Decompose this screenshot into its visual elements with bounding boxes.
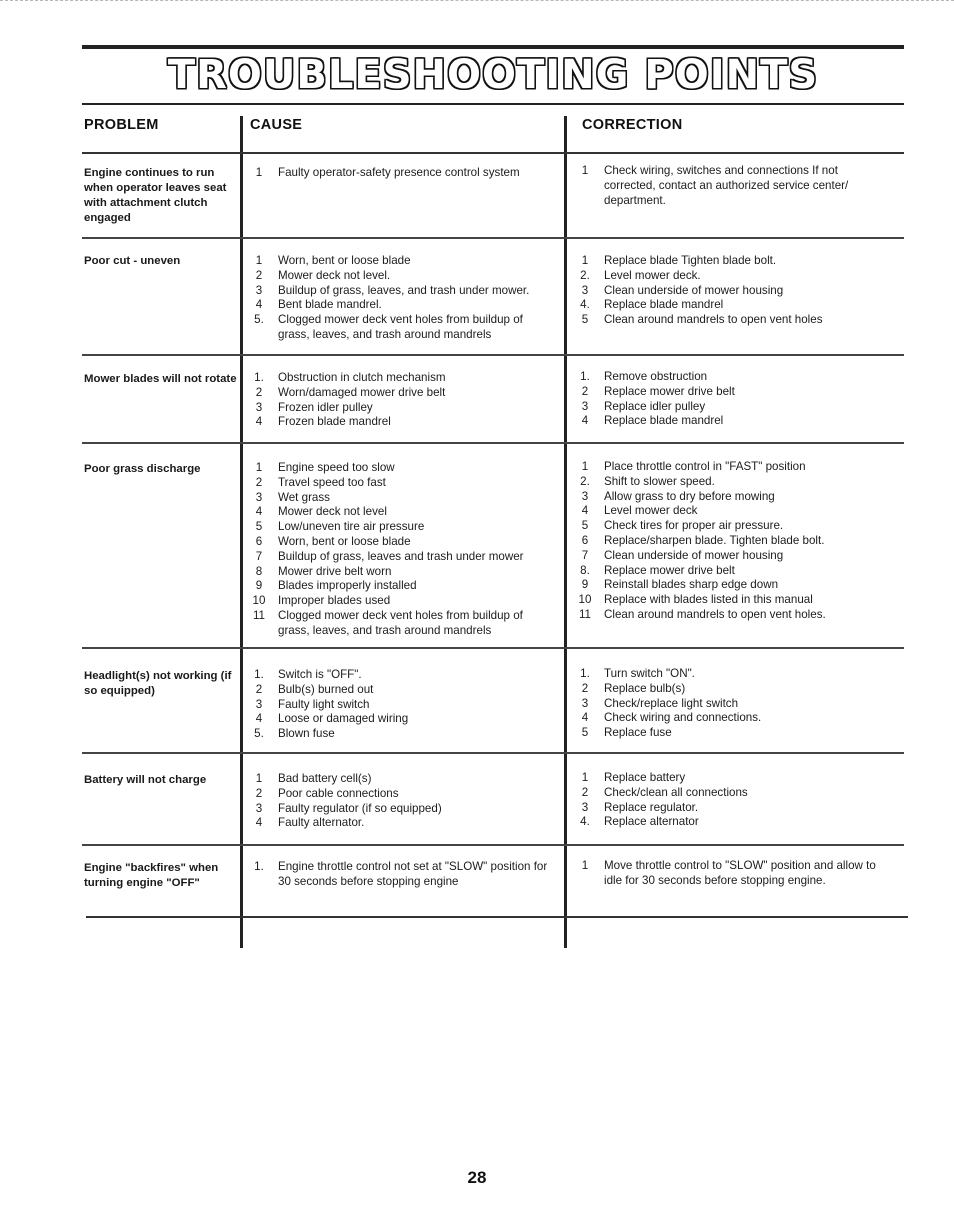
list-item: 2. Level mower deck. [580, 268, 701, 282]
cause-list [248, 254, 548, 343]
list-item: 4 Mower deck not level [255, 505, 387, 519]
list-item: 1 Replace blade Tighten blade bolt. [581, 254, 777, 267]
list-item: 3 Replace idler pulley [581, 399, 706, 413]
correction-list [574, 859, 892, 889]
list-item: 5 Check tires for proper air pressure. [581, 519, 784, 533]
list-item: 1 Worn, bent or loose blade [255, 254, 411, 267]
list-item: 1 Check wiring, switches and connections If not corrected, contact an authorized service center/ department. [581, 164, 849, 207]
cause-list [248, 371, 548, 430]
cause-column-divider [240, 116, 243, 948]
list-item: 5 Clean around mandrels to open vent holes [581, 313, 823, 327]
list-item: 4 Bent blade mandrel. [255, 298, 382, 312]
correction-list [574, 667, 892, 741]
list-item: 4 Replace blade mandrel [581, 414, 724, 428]
list-item: 2. Shift to slower speed. [580, 474, 715, 488]
list-item: 1. Turn switch "ON". [580, 667, 695, 680]
list-item: 3 Faulty regulator (if so equipped) [255, 801, 442, 815]
list-item: 3 Buildup of grass, leaves, and trash under mower. [255, 283, 530, 297]
row-divider [82, 237, 904, 239]
correction-list [574, 254, 892, 328]
list-item: 4 Faulty alternator. [255, 816, 365, 830]
list-item: 4 Level mower deck [581, 504, 698, 518]
list-item: 4. Replace blade mandrel [580, 298, 724, 312]
list-item: 10 Replace with blades listed in this manual [578, 593, 813, 607]
list-item: 3 Allow grass to dry before mowing [581, 489, 775, 503]
row-divider [82, 442, 904, 444]
list-item: 3 Faulty light switch [255, 697, 370, 711]
row-divider [82, 647, 904, 649]
cause-list [248, 461, 548, 639]
list-item: 11 Clean around mandrels to open vent holes. [578, 607, 826, 621]
list-item: 2 Travel speed too fast [255, 475, 386, 489]
list-item: 2 Bulb(s) burned out [255, 682, 374, 696]
list-item: 7 Clean underside of mower housing [581, 548, 784, 562]
list-item: 4. Replace alternator [580, 815, 699, 829]
list-item: 2 Mower deck not level. [255, 268, 391, 282]
row-divider [82, 354, 904, 356]
list-item: 3 Check/replace light switch [581, 696, 739, 710]
list-item: 1. Obstruction in clutch mechanism [254, 371, 446, 384]
title-top-rule [82, 45, 904, 49]
list-item: 5 Low/uneven tire air pressure [255, 520, 425, 534]
list-item: 3 Wet grass [255, 490, 330, 504]
list-item: 2 Poor cable connections [255, 786, 399, 800]
problem-text: Poor grass discharge [84, 463, 201, 475]
correction-list [574, 164, 892, 208]
cause-list [248, 860, 548, 890]
cause-list [248, 668, 548, 742]
correction-list [574, 460, 892, 623]
list-item: 9 Blades improperly installed [255, 579, 417, 593]
list-item: 5. Blown fuse [254, 727, 335, 741]
problem-text: Poor cut - uneven [84, 255, 181, 267]
list-item: 1. Switch is "OFF". [254, 668, 362, 681]
page-title: TROUBLESHOOTING POINTS [167, 52, 819, 98]
correction-list [574, 771, 892, 830]
problem-text: Battery will not charge [84, 774, 207, 786]
page-top-edge [0, 0, 954, 5]
list-item: 8 Mower drive belt worn [255, 564, 392, 578]
list-item: 2 Check/clean all connections [581, 785, 748, 799]
cause-list [248, 166, 548, 181]
list-item: 4 Frozen blade mandrel [255, 415, 391, 429]
list-item: 6 Worn, bent or loose blade [255, 534, 411, 548]
problem-text: Engine "backfires" when turning engine "OFF" [84, 862, 219, 889]
list-item: 5. Clogged mower deck vent holes from buildup of grass, leaves, and trash around mandrels [254, 313, 523, 341]
list-item: 8. Replace mower drive belt [580, 563, 735, 577]
row-divider [82, 752, 904, 754]
list-item: 1 Move throttle control to "SLOW" position and allow to idle for 30 seconds before stopping engine. [581, 859, 876, 887]
correction-list [574, 370, 892, 429]
list-item: 7 Buildup of grass, leaves and trash under mower [255, 549, 524, 563]
list-item: 4 Loose or damaged wiring [255, 712, 409, 726]
row-divider [82, 844, 904, 846]
list-item: 5 Replace fuse [581, 726, 672, 740]
correction-column-divider [564, 116, 567, 948]
problem-text: Headlight(s) not working (if so equipped) [84, 670, 232, 697]
list-item: 2 Replace bulb(s) [581, 681, 686, 695]
page-number: 28 [467, 1168, 487, 1187]
table-bottom-rule [86, 916, 908, 918]
list-item: 2 Worn/damaged mower drive belt [255, 385, 446, 399]
list-item: 2 Replace mower drive belt [581, 384, 735, 398]
list-item: 3 Replace regulator. [581, 800, 699, 814]
list-item: 1 Replace battery [581, 771, 686, 784]
cause-list [248, 772, 548, 831]
list-item: 1 Engine speed too slow [255, 461, 395, 474]
list-item: 4 Check wiring and connections. [581, 711, 762, 725]
list-item: 1. Engine throttle control not set at "SLOW" position for 30 seconds before stopping engine [254, 860, 548, 888]
list-item: 3 Frozen idler pulley [255, 400, 373, 414]
list-item: 1 Faulty operator-safety presence control system [255, 166, 520, 179]
list-item: 3 Clean underside of mower housing [581, 283, 784, 297]
list-item: 1. Remove obstruction [580, 370, 708, 383]
problem-header: PROBLEM [84, 117, 159, 133]
correction-header: CORRECTION [582, 117, 683, 133]
list-item: 9 Reinstall blades sharp edge down [581, 578, 779, 592]
list-item: 11 Clogged mower deck vent holes from buildup of grass, leaves, and trash around mandrels [252, 608, 523, 637]
title-bottom-rule [82, 103, 904, 105]
list-item: 1 Place throttle control in "FAST" position [581, 460, 806, 473]
problem-text: Mower blades will not rotate [84, 373, 237, 385]
problem-text: Engine continues to run when operator leaves seat with attachment clutch engaged [84, 167, 227, 224]
list-item: 6 Replace/sharpen blade. Tighten blade bolt. [581, 533, 825, 547]
list-item: 1 Bad battery cell(s) [255, 772, 372, 785]
list-item: 10 Improper blades used [252, 594, 391, 608]
header-rule [82, 152, 904, 154]
cause-header: CAUSE [250, 117, 303, 133]
